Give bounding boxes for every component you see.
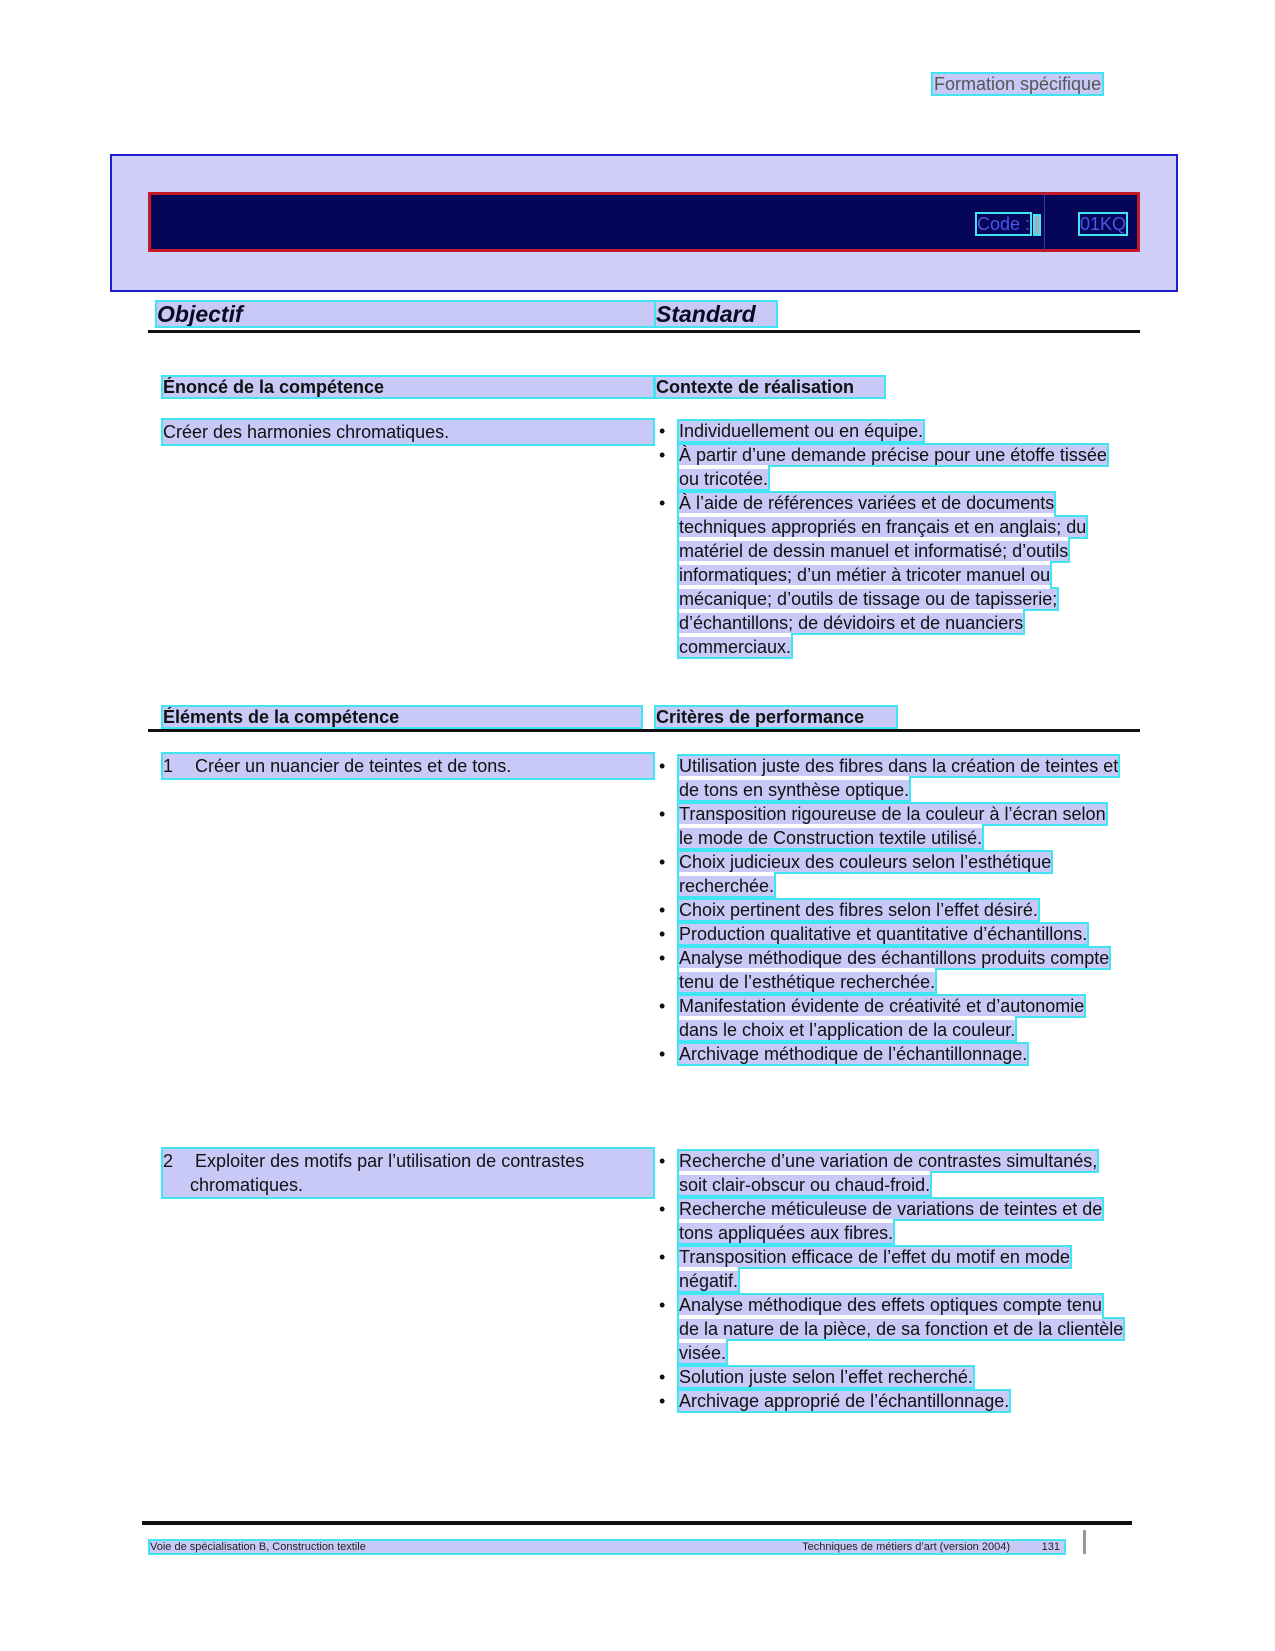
element-item bbox=[163, 1149, 653, 1197]
objectif-heading: Objectif bbox=[157, 302, 655, 326]
elements-heading: Éléments de la compétence bbox=[163, 707, 641, 727]
footer-rule bbox=[142, 1521, 1132, 1525]
list-item: • Choix pertinent des fibres selon l’effet désiré. bbox=[656, 898, 1124, 922]
footer-left: Voie de spécialisation B, Construction textile bbox=[150, 1541, 366, 1553]
criteria-list bbox=[656, 1149, 1126, 1413]
element-number: 2 bbox=[163, 1151, 174, 1171]
list-item: • Analyse méthodique des échantillons produits compte tenu de l’esthétique recherchée. bbox=[656, 946, 1124, 994]
code-separator bbox=[1035, 216, 1039, 234]
list-item: • Individuellement ou en équipe. bbox=[656, 419, 1126, 443]
context-heading: Contexte de réalisation bbox=[656, 377, 884, 397]
criteria-heading: Critères de performance bbox=[656, 707, 896, 727]
list-item: • Transposition efficace de l’effet du motif en mode négatif. bbox=[656, 1245, 1126, 1293]
element-number: 1 bbox=[163, 756, 174, 776]
section-label: Formation spécifique bbox=[934, 74, 1102, 94]
list-item: • Manifestation évidente de créativité et d’autonomie dans le choix et l’application de la couleur. bbox=[656, 994, 1124, 1042]
list-item: • Archivage méthodique de l’échantillonnage. bbox=[656, 1042, 1124, 1066]
code-value: 01KQ bbox=[1080, 214, 1127, 234]
element-item bbox=[163, 754, 653, 778]
footer-right: Techniques de métiers d’art (version 2004) bbox=[802, 1541, 1010, 1553]
list-item: • Choix judicieux des couleurs selon l’esthétique recherchée. bbox=[656, 850, 1124, 898]
element-text: Exploiter des motifs par l’utilisation de contrastes chromatiques. bbox=[190, 1151, 585, 1195]
list-item: • Production qualitative et quantitative d’échantillons. bbox=[656, 922, 1124, 946]
context-list bbox=[656, 419, 1126, 659]
statement-heading: Énoncé de la compétence bbox=[163, 377, 653, 397]
elements-rule bbox=[148, 729, 1140, 732]
title-divider bbox=[1044, 192, 1045, 252]
code-label: Code : bbox=[977, 214, 1031, 234]
criteria-list bbox=[656, 754, 1124, 1066]
list-item: • Solution juste selon l’effet recherché. bbox=[656, 1365, 1126, 1389]
footer-bar bbox=[150, 1541, 1064, 1553]
standard-heading: Standard bbox=[656, 302, 776, 326]
list-item: • Archivage approprié de l’échantillonnage. bbox=[656, 1389, 1126, 1413]
page-number: 131 bbox=[1041, 1541, 1060, 1553]
statement-text: Créer des harmonies chromatiques. bbox=[163, 420, 653, 444]
list-item: • Utilisation juste des fibres dans la création de teintes et de tons en synthèse optique. bbox=[656, 754, 1124, 802]
list-item: • Analyse méthodique des effets optiques compte tenu de la nature de la pièce, de sa fonction et de la clientèle visée. bbox=[656, 1293, 1126, 1365]
heading-rule bbox=[148, 330, 1140, 333]
footer-separator bbox=[1083, 1530, 1086, 1554]
list-item: • À partir d’une demande précise pour une étoffe tissée ou tricotée. bbox=[656, 443, 1126, 491]
list-item: • Recherche méticuleuse de variations de teintes et de tons appliquées aux fibres. bbox=[656, 1197, 1126, 1245]
list-item: • Recherche d’une variation de contrastes simultanés, soit clair-obscur ou chaud-froid. bbox=[656, 1149, 1126, 1197]
list-item: • À l’aide de références variées et de documents techniques appropriés en français et en anglais; du matériel de dessin manuel et informatisé; d’outils informatiques; d’un métier à tricoter manuel ou mécanique; d’outils de tissage ou de tapisserie; d’échantillons; de dévidoirs et de nuanciers commerciaux. bbox=[656, 491, 1126, 659]
element-text: Créer un nuancier de teintes et de tons. bbox=[195, 756, 512, 776]
list-item: • Transposition rigoureuse de la couleur à l’écran selon le mode de Construction textile utilisé. bbox=[656, 802, 1124, 850]
